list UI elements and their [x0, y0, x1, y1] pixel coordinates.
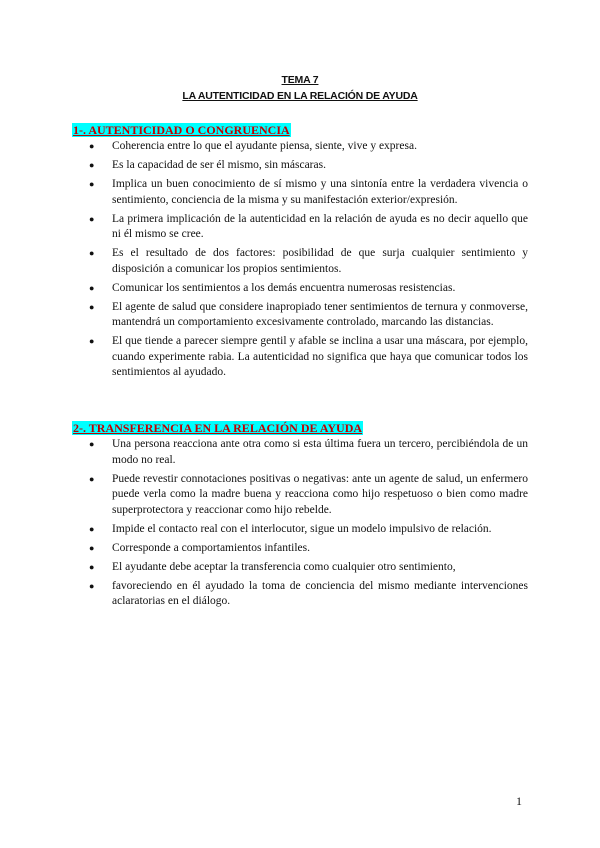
list-item	[72, 334, 528, 381]
bullet-icon: ●	[89, 580, 95, 591]
list-item	[72, 472, 528, 519]
list-item-text: Coherencia entre lo que el ayudante piensa, siente, vive y expresa.	[112, 140, 417, 152]
bullet-icon: ●	[89, 561, 95, 572]
bullet-icon: ●	[89, 523, 95, 534]
section-authenticity	[72, 121, 528, 384]
list-item	[72, 158, 528, 174]
list-item	[72, 281, 528, 297]
list-item-text: El ayudante debe aceptar la transferencia como cualquier otro sentimiento,	[112, 560, 456, 573]
bullet-icon: ●	[89, 141, 95, 151]
title-topic: TEMA 7	[281, 74, 319, 86]
bullet-icon: ●	[89, 473, 95, 484]
page-number: 1	[516, 794, 522, 808]
list-item	[72, 300, 528, 331]
document-title	[0, 72, 600, 104]
list-item	[72, 437, 528, 468]
list-item	[72, 212, 528, 243]
bullet-icon: ●	[89, 160, 95, 170]
bullet-icon: ●	[89, 542, 95, 553]
list-item-text: El que tiende a parecer siempre gentil y afable se inclina a usar una máscara, por ejemplo, cuando experimente rabia. La autenticidad no significa que haya que comunicar todos los sentimientos al ayudado.	[112, 335, 528, 378]
list-item-text: Es la capacidad de ser él mismo, sin máscaras.	[112, 159, 326, 171]
list-item	[72, 246, 528, 277]
bullet-icon: ●	[89, 248, 95, 258]
list-item-text: El agente de salud que considere inapropiado tener sentimientos de ternura y conmoverse, mantendrá un comportamiento excesivamente controlado, marcando las distancias.	[112, 300, 528, 328]
bullet-icon: ●	[89, 213, 95, 224]
list-item	[72, 560, 528, 576]
bullet-icon: ●	[89, 439, 95, 449]
list-item-text: Impide el contacto real con el interlocutor, sigue un modelo impulsivo de relación.	[112, 522, 492, 535]
bullet-icon: ●	[89, 301, 95, 312]
bullet-icon: ●	[89, 336, 95, 346]
bullet-icon: ●	[89, 179, 95, 189]
title-main: LA AUTENTICIDAD EN LA RELACIÓN DE AYUDA	[182, 90, 418, 102]
list-item-text: favoreciendo en él ayudado la toma de conciencia del mismo mediante intervenciones aclaratorias en el diálogo.	[112, 579, 528, 607]
section-heading: 1-. AUTENTICIDAD O CONGRUENCIA	[73, 123, 290, 137]
list-item	[72, 579, 528, 610]
list-item-text: Comunicar los sentimientos a los demás encuentra numerosas resistencias.	[112, 281, 456, 294]
list-item	[72, 139, 528, 155]
list-item-text: Es el resultado de dos factores: posibilidad de que surja cualquier sentimiento y disposición a comunicar los propios sentimientos.	[112, 247, 528, 275]
list-item-text: Puede revestir connotaciones positivas o negativas: ante un agente de salud, un enfermero puede verla como la madre buena y reacciona como hijo respetuoso o bien como madre superprotectora y reaccionar como hijo rebelde.	[112, 472, 528, 516]
section-heading: 2-. TRANSFERENCIA EN LA RELACIÓN DE AYUDA	[73, 421, 363, 435]
list-item-text: La primera implicación de la autenticidad en la relación de ayuda es no decir aquello que ni él mismo se cree.	[112, 212, 528, 240]
section-transference	[72, 419, 528, 613]
list-item-text: Corresponde a comportamientos infantiles.	[112, 541, 311, 554]
bullet-list	[72, 437, 528, 610]
list-item	[72, 522, 528, 538]
bullet-list	[72, 139, 528, 381]
list-item	[72, 541, 528, 557]
list-item-text: Una persona reacciona ante otra como si esta última fuera un tercero, percibiéndola de un modo no real.	[112, 438, 528, 466]
list-item	[72, 177, 528, 208]
list-item-text: Implica un buen conocimiento de sí mismo y una sintonía entre la verdadera vivencia o sentimiento, conciencia de la misma y su manifestación exterior/expresión.	[112, 178, 528, 206]
bullet-icon: ●	[89, 282, 95, 293]
